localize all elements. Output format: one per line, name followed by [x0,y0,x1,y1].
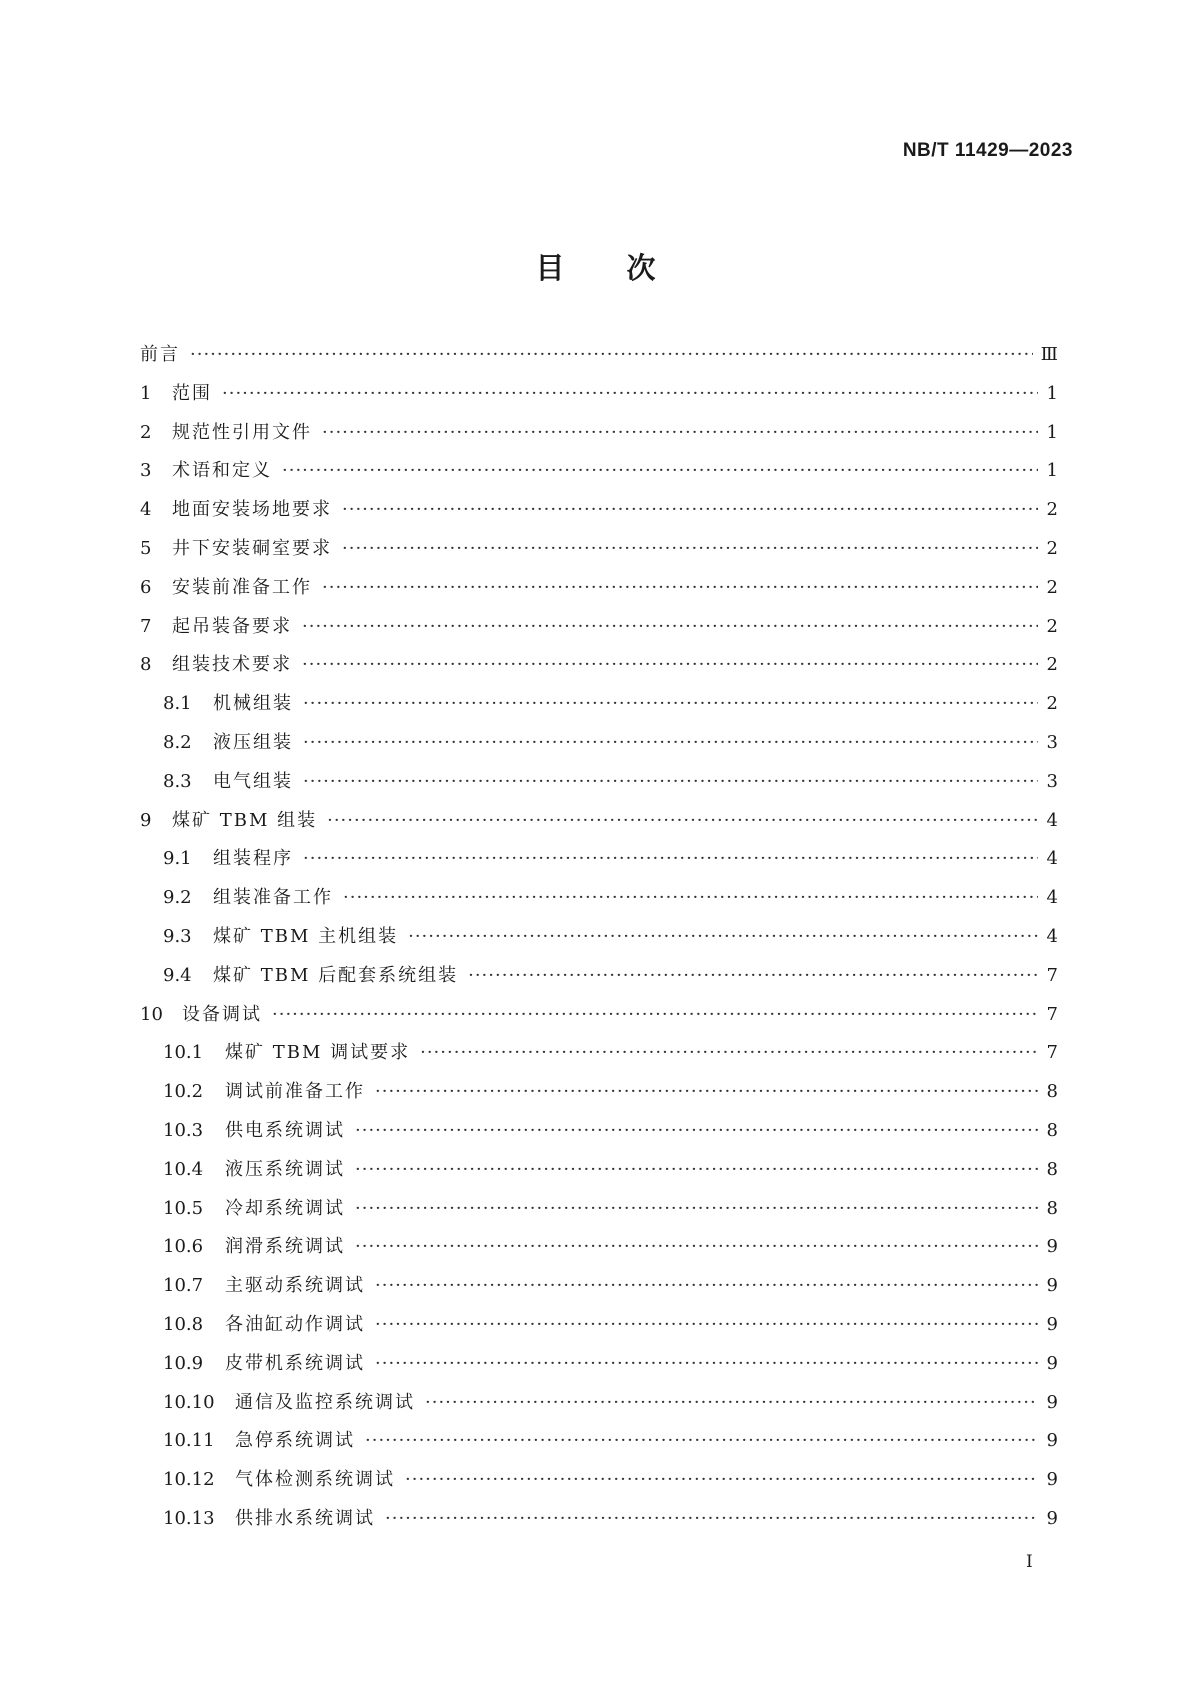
toc-dot-leader [425,1392,1038,1413]
toc-entry-title: 皮带机系统调试 [225,1352,365,1374]
toc-dot-leader [355,1159,1038,1180]
toc-entry[interactable] [140,922,1058,961]
toc-dot-leader [302,616,1038,637]
toc-dot-leader [302,654,1038,675]
toc-entry-title: 供排水系统调试 [235,1507,375,1529]
toc-entry-page: 9 [1046,1507,1058,1529]
toc-dot-leader [355,1236,1038,1257]
toc-entry[interactable] [140,1077,1058,1116]
page-number: I [1026,1552,1033,1572]
toc-entry-page: 9 [1046,1391,1058,1413]
toc-entry-page: 3 [1046,770,1058,792]
toc-entry[interactable] [140,961,1058,1000]
toc-entry-number: 8.3 [163,770,192,792]
toc-entry-page: 9 [1046,1313,1058,1335]
toc-entry[interactable] [140,456,1058,495]
toc-entry-page: 4 [1046,848,1058,870]
toc-entry-page: 2 [1046,654,1058,676]
toc-entry-number: 10.9 [163,1352,204,1374]
toc-entry-title: 范围 [172,382,212,404]
toc-entry[interactable] [140,689,1058,728]
toc-title: 目次 [535,251,718,285]
toc-entry-number: 3 [140,460,152,482]
toc-dot-leader [420,1042,1038,1063]
toc-entry-title: 术语和定义 [172,460,272,482]
toc-entry[interactable] [140,1038,1058,1077]
toc-entry-page: 9 [1046,1352,1058,1374]
toc-entry-number: 9.1 [163,848,192,870]
toc-entry-number: 9.2 [163,887,192,909]
toc-entry-number: 8.1 [163,693,192,715]
toc-entry-page: 4 [1046,809,1058,831]
toc-dot-leader [322,422,1038,443]
toc-dot-leader [408,926,1038,947]
toc-entry-title: 主驱动系统调试 [225,1275,365,1297]
toc-entry-number: 1 [140,382,152,404]
toc-entry[interactable] [140,1349,1058,1388]
toc-entry[interactable] [140,1310,1058,1349]
toc-entry-page: Ⅲ [1040,344,1058,365]
toc-entry-number: 10.7 [163,1275,204,1297]
toc-entry[interactable] [140,1155,1058,1194]
toc-entry-page: 8 [1046,1119,1058,1141]
toc-entry-title: 液压组装 [213,731,293,753]
toc-dot-leader [343,887,1038,908]
toc-dot-leader [327,810,1038,831]
toc-entry-number: 10.2 [163,1081,204,1103]
toc-dot-leader [322,577,1038,598]
toc-entry-number: 10.12 [163,1469,215,1491]
toc-entry-title: 煤矿 TBM 组装 [172,809,318,831]
toc-entry[interactable] [140,1426,1058,1465]
toc-entry-number: 6 [140,576,152,598]
toc-entry-page: 3 [1046,731,1058,753]
toc-dot-leader [342,538,1038,559]
toc-entry-page: 9 [1046,1469,1058,1491]
toc-entry-page: 4 [1046,887,1058,909]
toc-entry[interactable] [140,1465,1058,1504]
toc-entry-title: 供电系统调试 [225,1119,345,1141]
toc-entry[interactable] [140,418,1058,457]
toc-entry-page: 2 [1046,576,1058,598]
toc-entry-number: 8 [140,654,152,676]
toc-entry-number: 10.6 [163,1236,204,1258]
toc-list [140,340,1058,1543]
toc-entry-number: 10.1 [163,1042,204,1064]
toc-entry-page: 4 [1046,925,1058,947]
toc-entry-title: 气体检测系统调试 [235,1469,395,1491]
toc-entry-title: 电气组装 [213,770,293,792]
toc-entry[interactable] [140,728,1058,767]
toc-entry[interactable] [140,340,1058,379]
toc-entry[interactable] [140,1194,1058,1233]
toc-entry-number: 10.8 [163,1313,204,1335]
toc-entry-number: 5 [140,537,152,559]
toc-entry-title: 地面安装场地要求 [172,499,332,521]
toc-entry-title: 前言 [140,344,180,365]
toc-entry[interactable] [140,767,1058,806]
toc-dot-leader [272,1004,1038,1025]
toc-entry-page: 9 [1046,1275,1058,1297]
toc-entry[interactable] [140,1116,1058,1155]
toc-entry-title: 煤矿 TBM 调试要求 [225,1042,411,1064]
toc-entry-page: 2 [1046,615,1058,637]
toc-dot-leader [303,693,1038,714]
toc-entry-title: 机械组装 [213,693,293,715]
toc-dot-leader [355,1198,1038,1219]
toc-entry-page: 7 [1046,964,1058,986]
toc-dot-leader [365,1430,1038,1451]
toc-entry-page: 9 [1046,1236,1058,1258]
toc-entry-page: 8 [1046,1158,1058,1180]
toc-entry-title: 冷却系统调试 [225,1197,345,1219]
toc-entry-title: 急停系统调试 [235,1430,355,1452]
toc-dot-leader [385,1508,1038,1529]
toc-entry-title: 组装准备工作 [213,887,333,909]
toc-entry[interactable] [140,650,1058,689]
toc-entry-number: 9.4 [163,964,192,986]
toc-entry[interactable] [140,1388,1058,1427]
toc-entry[interactable] [140,495,1058,534]
toc-entry-title: 组装技术要求 [172,654,292,676]
toc-entry-title: 设备调试 [182,1003,262,1025]
toc-entry-number: 2 [140,421,152,443]
toc-entry-title: 井下安装硐室要求 [172,537,332,559]
toc-dot-leader [355,1120,1038,1141]
toc-entry-title: 各油缸动作调试 [225,1313,365,1335]
toc-entry-page: 8 [1046,1197,1058,1219]
toc-entry-page: 1 [1046,460,1058,482]
toc-dot-leader [282,460,1038,481]
toc-entry-title: 起吊装备要求 [172,615,292,637]
toc-dot-leader [303,848,1038,869]
toc-entry-number: 10.10 [163,1391,215,1413]
toc-entry-number: 7 [140,615,152,637]
toc-dot-leader [375,1353,1038,1374]
toc-entry-number: 10.4 [163,1158,204,1180]
toc-entry[interactable] [140,1000,1058,1039]
toc-entry[interactable] [140,806,1058,845]
toc-entry[interactable] [140,1271,1058,1310]
toc-entry[interactable] [140,1504,1058,1543]
toc-entry-number: 8.2 [163,731,192,753]
toc-dot-leader [405,1469,1038,1490]
toc-entry-page: 9 [1046,1430,1058,1452]
toc-entry[interactable] [140,612,1058,651]
toc-entry-page: 8 [1046,1081,1058,1103]
toc-entry-title: 润滑系统调试 [225,1236,345,1258]
toc-dot-leader [375,1275,1038,1296]
standard-number: NB/T 11429—2023 [902,140,1073,161]
toc-entry-number: 10.13 [163,1507,215,1529]
toc-dot-leader [303,732,1038,753]
toc-entry[interactable] [140,883,1058,922]
toc-entry[interactable] [140,379,1058,418]
toc-entry-page: 1 [1046,421,1058,443]
toc-dot-leader [468,965,1038,986]
toc-entry[interactable] [140,573,1058,612]
toc-entry[interactable] [140,844,1058,883]
toc-dot-leader [342,499,1038,520]
toc-entry-title: 组装程序 [213,848,293,870]
toc-entry-title: 煤矿 TBM 后配套系统组装 [213,964,459,986]
toc-dot-leader [375,1081,1038,1102]
toc-entry-number: 10.11 [163,1430,215,1452]
toc-entry-number: 10 [140,1003,163,1025]
toc-entry-number: 9 [140,809,152,831]
toc-entry-number: 4 [140,499,152,521]
toc-entry-page: 7 [1046,1042,1058,1064]
toc-entry-number: 10.5 [163,1197,204,1219]
toc-entry-title: 通信及监控系统调试 [235,1391,415,1413]
toc-dot-leader [375,1314,1038,1335]
toc-entry-title: 安装前准备工作 [172,576,312,598]
toc-entry[interactable] [140,534,1058,573]
toc-entry[interactable] [140,1232,1058,1271]
toc-entry-page: 2 [1046,693,1058,715]
toc-entry-title: 煤矿 TBM 主机组装 [213,925,399,947]
toc-entry-title: 液压系统调试 [225,1158,345,1180]
toc-dot-leader [303,771,1038,792]
toc-dot-leader [222,383,1038,404]
toc-entry-title: 规范性引用文件 [172,421,312,443]
toc-dot-leader [190,344,1033,365]
toc-entry-title: 调试前准备工作 [225,1081,365,1103]
toc-entry-page: 7 [1046,1003,1058,1025]
toc-entry-page: 2 [1046,537,1058,559]
toc-entry-number: 9.3 [163,925,192,947]
toc-entry-page: 1 [1046,382,1058,404]
toc-entry-number: 10.3 [163,1119,204,1141]
toc-entry-page: 2 [1046,499,1058,521]
